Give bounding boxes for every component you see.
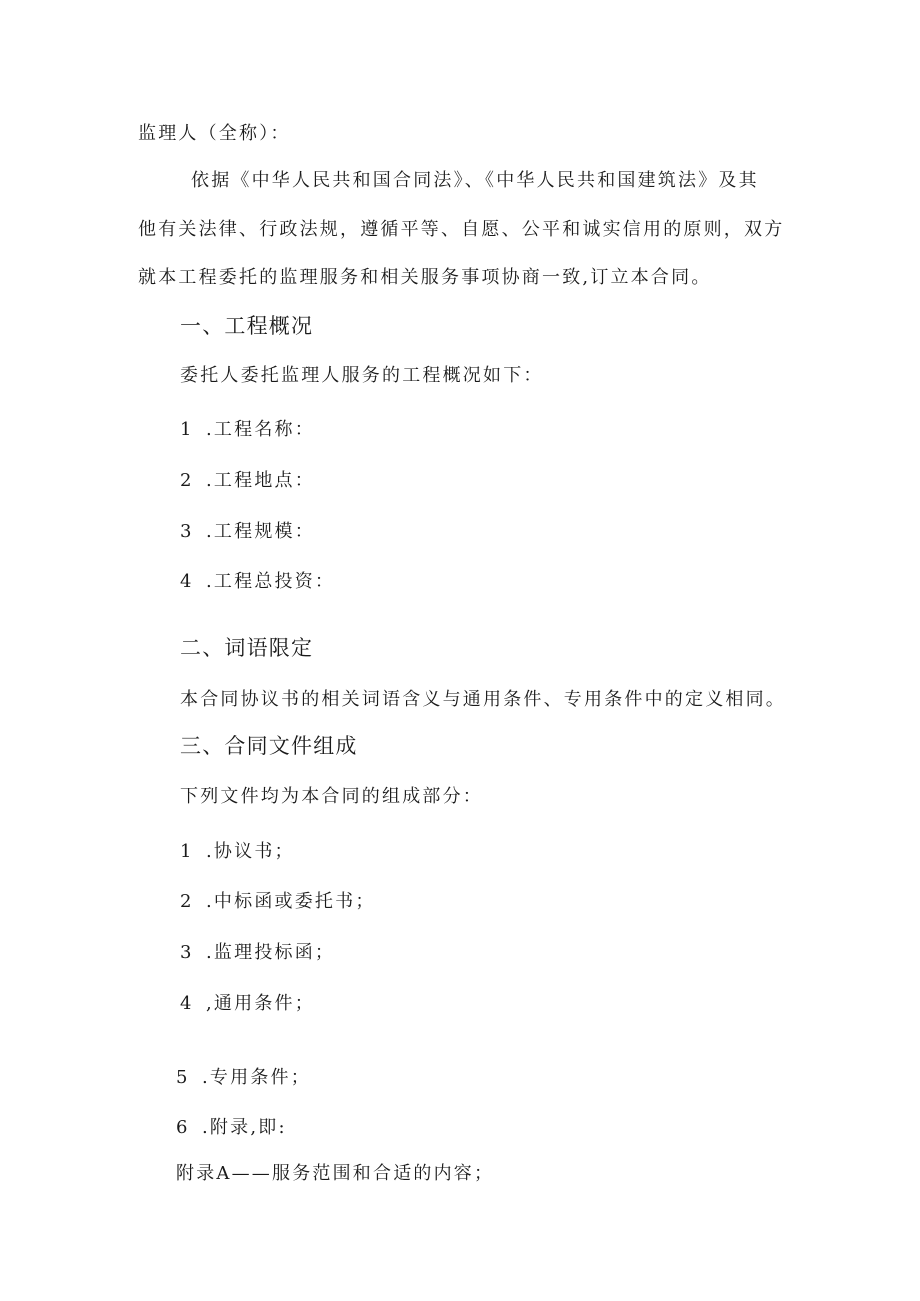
project-item-1 (180, 418, 315, 442)
item-number: 3 (180, 942, 192, 963)
item-number: 3 (180, 521, 192, 542)
document-item-3 (180, 941, 335, 965)
item-text: .工程地点： (206, 470, 315, 491)
document-item-5 (176, 1066, 311, 1090)
item-number: 4 (180, 571, 192, 592)
section-3-lead: 下列文件均为本合同的组成部分： (180, 786, 483, 807)
section-3-heading: 三、合同文件组成 (180, 734, 358, 758)
item-text: .工程总投资： (206, 571, 336, 592)
item-text: ,通用条件； (206, 993, 315, 1014)
item-text: .工程规模： (206, 521, 315, 542)
item-text: .协议书； (206, 841, 295, 862)
item-number: 2 (180, 470, 192, 491)
intro-line-2: 他有关法律、行政法规，遵循平等、自愿、公平和诚实信用的原则，双方 (138, 219, 785, 240)
section-1-heading: 一、工程概况 (180, 314, 314, 338)
document-item-2 (180, 890, 376, 914)
item-text: .专用条件； (202, 1067, 311, 1088)
document-item-6 (176, 1116, 287, 1140)
supervisor-line: 监理人（全称）： (138, 123, 291, 144)
intro-line-1: 依据《中华人民共和国合同法》、《中华人民共和国建筑法》及其 (191, 170, 759, 191)
section-1-lead: 委托人委托监理人服务的工程概况如下： (180, 365, 544, 386)
project-item-2 (180, 469, 315, 493)
appendix-a-line: 附录A——服务范围和合适的内容； (176, 1163, 495, 1184)
item-number: 5 (176, 1067, 188, 1088)
section-2-body: 本合同协议书的相关词语含义与通用条件、专用条件中的定义相同。 (180, 689, 786, 710)
document-item-4 (180, 992, 315, 1016)
item-text: .附录,即: (202, 1117, 287, 1138)
item-number: 6 (176, 1117, 188, 1138)
item-text: .工程名称： (206, 419, 315, 440)
item-number: 1 (180, 841, 192, 862)
item-number: 2 (180, 891, 192, 912)
section-2-heading: 二、词语限定 (180, 636, 314, 660)
project-item-3 (180, 520, 315, 544)
item-text: .中标函或委托书； (206, 891, 376, 912)
item-text: .监理投标函； (206, 942, 336, 963)
item-number: 1 (180, 419, 192, 440)
project-item-4 (180, 570, 335, 594)
document-item-1 (180, 840, 295, 864)
intro-line-3: 就本工程委托的监理服务和相关服务事项协商一致,订立本合同。 (138, 267, 712, 288)
item-number: 4 (180, 993, 192, 1014)
